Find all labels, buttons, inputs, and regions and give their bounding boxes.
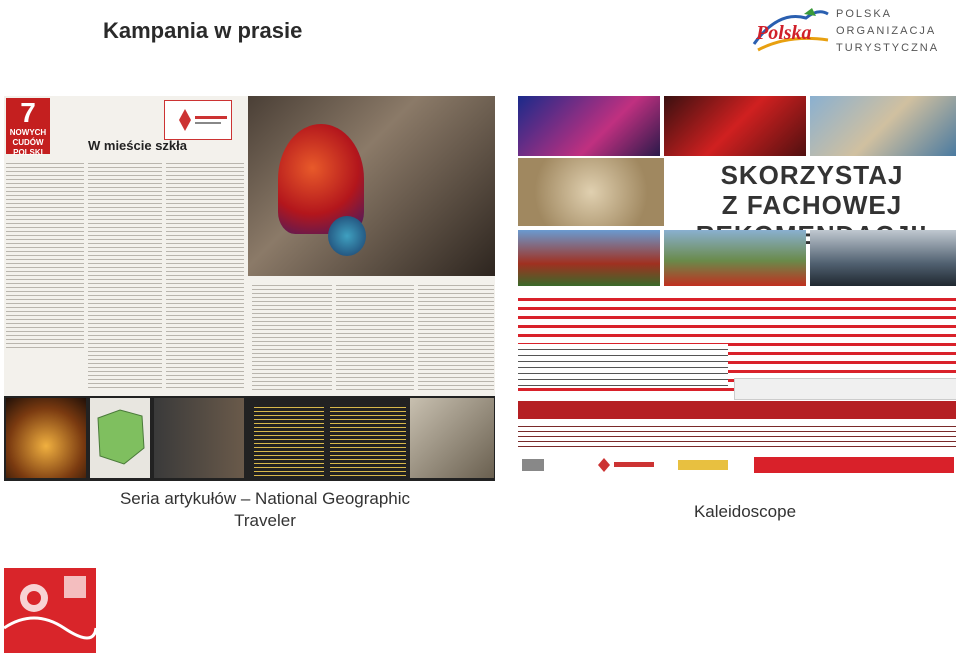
article-column-3 <box>166 160 244 390</box>
polska-logo <box>748 4 948 56</box>
partner-logos-row <box>518 454 956 476</box>
poland-map-icon <box>90 398 150 478</box>
seven-wonders-badge <box>6 97 50 157</box>
decorative-corner-graphic <box>4 568 96 653</box>
page-title: Kampania w prasie <box>103 18 303 43</box>
org-name-line1: POLSKA <box>836 8 893 20</box>
ebook-box <box>734 378 956 400</box>
tile-aquapark <box>810 96 956 156</box>
polska-wordmark: Polska <box>756 22 812 44</box>
article-column-5 <box>336 282 414 392</box>
award-list-text <box>518 422 956 450</box>
badge-number: 7 <box>20 97 36 128</box>
partner-logos-icon <box>518 454 956 476</box>
tile-cathedral <box>518 230 660 286</box>
article-column-4 <box>252 282 332 392</box>
tile-cottage <box>664 230 806 286</box>
info-box-2 <box>330 404 406 476</box>
glassworker-photo <box>410 398 494 478</box>
blue-glass-bowl <box>328 216 366 256</box>
bottom-photo-strip <box>4 396 495 481</box>
poland-map-thumb <box>90 398 150 478</box>
glass-art-photo <box>248 96 495 276</box>
article-column-1 <box>6 160 84 350</box>
left-caption <box>95 488 435 532</box>
tile-colorful-hall <box>518 96 660 156</box>
org-name <box>836 6 939 57</box>
slogan-line1: SKORZYSTAJ <box>720 160 904 190</box>
award-header-band <box>518 401 956 419</box>
castle-night-photo <box>6 398 86 478</box>
tile-glass-roof <box>810 230 956 286</box>
org-name-line3: TURYSTYCZNA <box>836 42 940 54</box>
slogan-line2: Z FACHOWEJ <box>721 190 903 220</box>
badge-text: NOWYCH CUDÓW POLSKI <box>9 128 47 157</box>
grey-article-text <box>518 344 728 388</box>
folk-pattern-icon <box>4 568 96 653</box>
tile-red-stage <box>664 96 806 156</box>
org-name-line2: ORGANIZACJA <box>836 25 937 37</box>
article-column-6 <box>418 282 494 392</box>
musician-photo <box>154 398 244 478</box>
national-geographic-spread <box>4 96 495 481</box>
kaleidoscope-collage <box>518 96 956 478</box>
left-caption-line1: Seria artykułów – National Geographic <box>119 489 411 508</box>
article-headline: W mieście szkła <box>88 138 187 153</box>
certificate-logo <box>164 100 232 140</box>
certificate-star-icon <box>165 101 231 139</box>
left-caption-line2: Traveler <box>234 511 296 530</box>
right-caption: Kaleidoscope <box>693 502 797 521</box>
tile-ancient-coin <box>518 158 664 226</box>
article-column-2 <box>88 160 162 390</box>
info-box-1 <box>254 404 324 476</box>
